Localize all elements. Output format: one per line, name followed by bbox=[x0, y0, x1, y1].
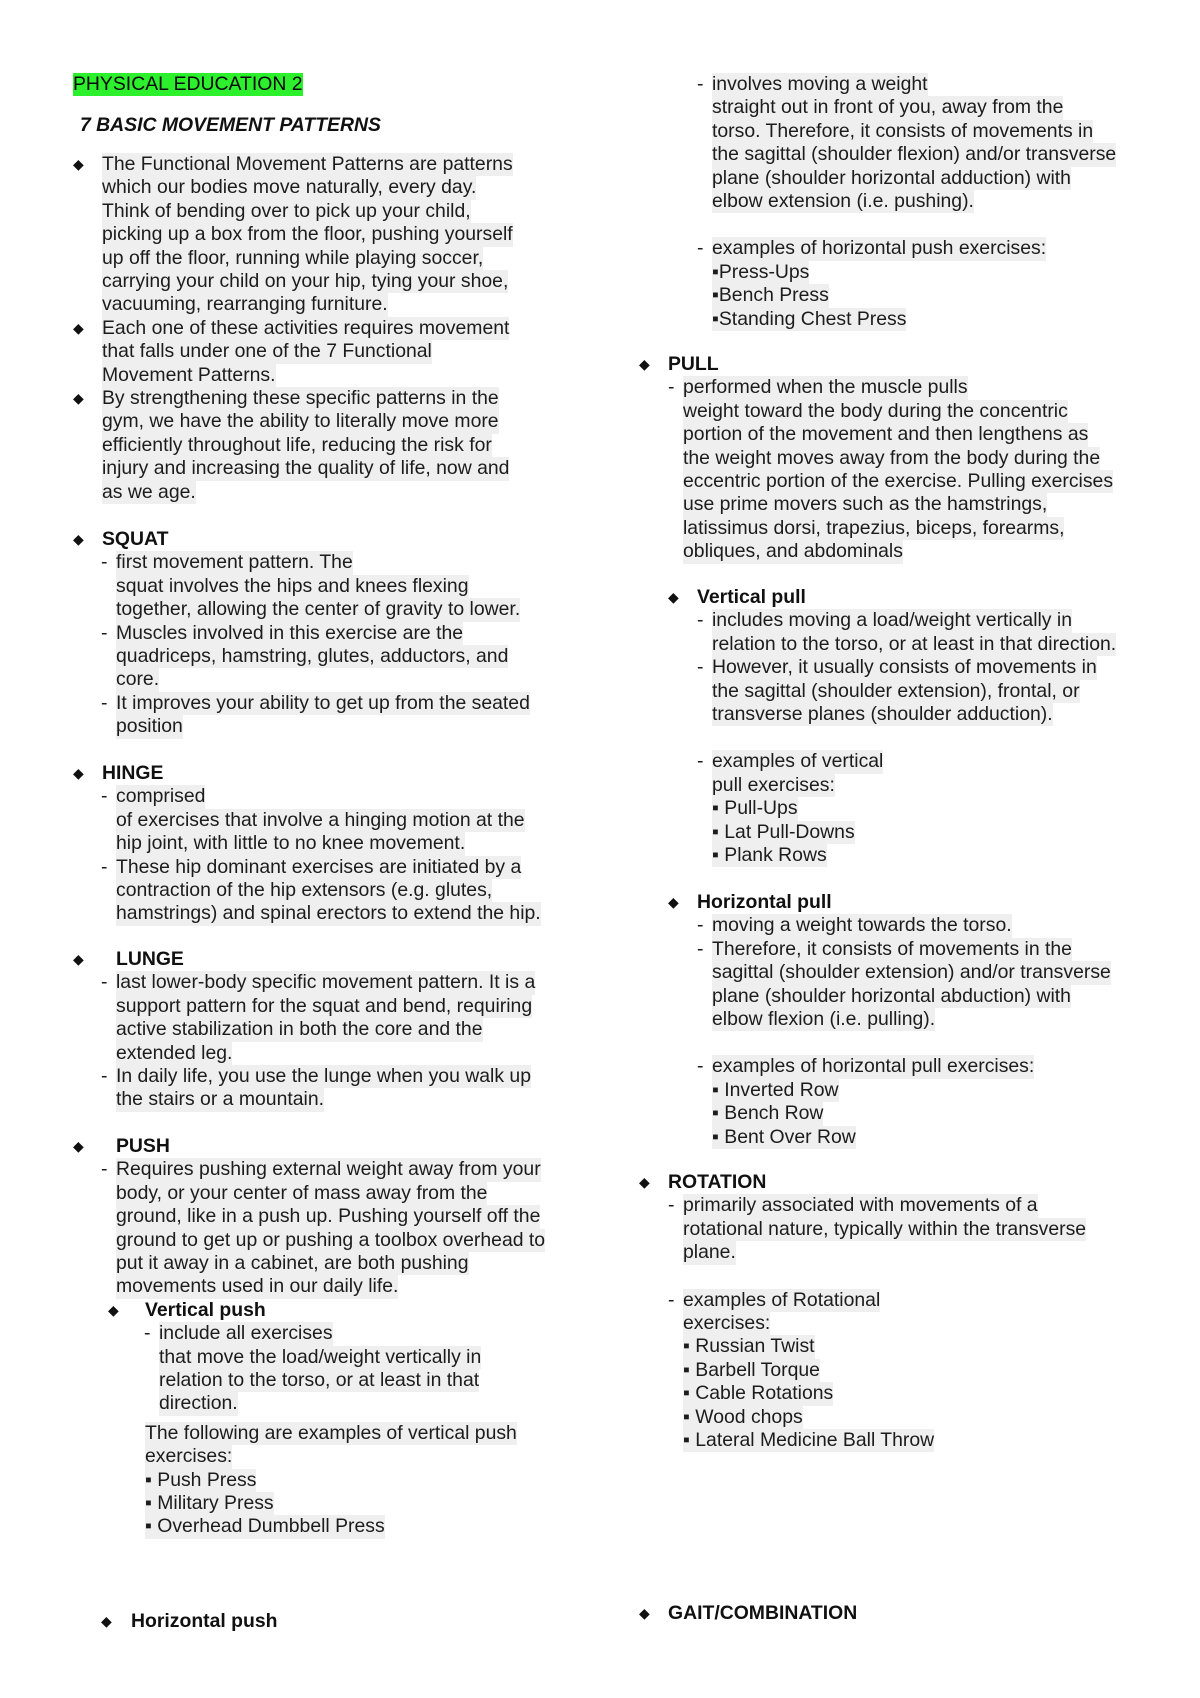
list-line: examples of Rotational bbox=[683, 1288, 881, 1311]
dash-marker: - bbox=[101, 551, 108, 574]
dash-marker: - bbox=[697, 750, 704, 773]
list-line: hip joint, with little to no knee movement. bbox=[116, 832, 466, 855]
intro-line: up off the floor, running while playing soccer, bbox=[102, 246, 484, 269]
list-line: moving a weight towards the torso. bbox=[712, 914, 1012, 937]
dash-marker: - bbox=[697, 937, 704, 960]
list-line: ▪ Barbell Torque bbox=[683, 1358, 820, 1381]
list-line: ▪ Lateral Medicine Ball Throw bbox=[683, 1429, 935, 1451]
list-line: ▪ Plank Rows bbox=[712, 844, 827, 866]
intro-line: The Functional Movement Patterns are patterns bbox=[102, 153, 513, 175]
list-line: active stabilization in both the core and the bbox=[116, 1018, 483, 1041]
section-heading: ROTATION bbox=[668, 1171, 767, 1193]
list-line: It improves your ability to get up from the seated bbox=[116, 691, 530, 714]
section-heading: PUSH bbox=[116, 1135, 170, 1157]
list-line: of exercises that involve a hinging motion at the bbox=[116, 808, 525, 831]
bullet-diamond-icon: ◆ bbox=[108, 1301, 119, 1318]
list-line: first movement pattern. The bbox=[116, 551, 353, 574]
intro-line: Think of bending over to pick up your child, bbox=[102, 199, 471, 222]
list-line: ground, like in a push up. Pushing yourself off the bbox=[116, 1205, 541, 1228]
intro-line: By strengthening these specific patterns in the bbox=[102, 387, 499, 409]
list-line: direction. bbox=[159, 1392, 238, 1415]
list-line: exercises: bbox=[683, 1312, 771, 1334]
list-line: core. bbox=[116, 668, 160, 691]
list-line: body, or your center of mass away from the bbox=[116, 1181, 488, 1204]
list-line: latissimus dorsi, trapezius, biceps, forearms, bbox=[683, 516, 1065, 539]
list-line: ▪Standing Chest Press bbox=[712, 307, 907, 330]
section-heading: Vertical push bbox=[145, 1298, 266, 1321]
bullet-diamond-icon: ◆ bbox=[73, 319, 84, 336]
list-line: elbow extension (i.e. pushing). bbox=[712, 190, 974, 212]
dash-marker: - bbox=[101, 621, 108, 644]
intro-line: as we age. bbox=[102, 480, 196, 503]
list-line: together, allowing the center of gravity to lower. bbox=[116, 598, 521, 621]
list-line: ▪ Inverted Row bbox=[712, 1078, 839, 1101]
dash-marker: - bbox=[697, 914, 704, 937]
list-line: In daily life, you use the lunge when you walk up bbox=[116, 1065, 532, 1087]
list-line: last lower-body specific movement pattern. It is a bbox=[116, 971, 536, 994]
list-line: ▪ Lat Pull-Downs bbox=[712, 820, 855, 843]
example-line: ▪ Military Press bbox=[145, 1492, 274, 1514]
list-line: transverse planes (shoulder adduction). bbox=[712, 703, 1053, 725]
intro-line: carrying your child on your hip, tying your shoe, bbox=[102, 270, 509, 292]
section-heading: SQUAT bbox=[102, 528, 169, 550]
dash-marker: - bbox=[101, 1065, 108, 1087]
list-line: However, it usually consists of movements in bbox=[712, 656, 1097, 679]
bullet-diamond-icon: ◆ bbox=[73, 1138, 84, 1154]
list-line: that move the load/weight vertically in bbox=[159, 1345, 482, 1368]
section-heading: Vertical pull bbox=[697, 586, 806, 608]
list-line: portion of the movement and then lengthens as bbox=[683, 423, 1089, 446]
dash-marker: - bbox=[697, 1055, 704, 1078]
list-line: ▪ Cable Rotations bbox=[683, 1382, 834, 1405]
list-line: eccentric portion of the exercise. Pulling exercises bbox=[683, 470, 1114, 492]
list-line: performed when the muscle pulls bbox=[683, 376, 968, 399]
list-line: include all exercises bbox=[159, 1322, 333, 1345]
section-heading: GAIT/COMBINATION bbox=[668, 1602, 858, 1624]
list-line: ▪Bench Press bbox=[712, 284, 829, 307]
section-subtitle: 7 BASIC MOVEMENT PATTERNS bbox=[80, 114, 381, 136]
dash-marker: - bbox=[101, 855, 108, 878]
dash-marker: - bbox=[697, 237, 704, 260]
example-line: The following are examples of vertical push bbox=[145, 1421, 517, 1444]
list-line: ▪ Russian Twist bbox=[683, 1335, 815, 1358]
section-heading: Horizontal pull bbox=[697, 891, 832, 913]
intro-line: injury and increasing the quality of life, now and bbox=[102, 457, 510, 480]
list-line: primarily associated with movements of a bbox=[683, 1194, 1038, 1217]
list-line: squat involves the hips and knees flexing bbox=[116, 574, 469, 597]
list-line: obliques, and abdominals bbox=[683, 540, 903, 563]
list-line: ▪ Bent Over Row bbox=[712, 1125, 856, 1148]
list-line: involves moving a weight bbox=[712, 73, 928, 95]
page-title: PHYSICAL EDUCATION 2 bbox=[73, 73, 303, 95]
list-line: Muscles involved in this exercise are the bbox=[116, 621, 464, 644]
list-line: relation to the torso, or at least in that direction. bbox=[712, 632, 1117, 655]
list-line: plane (shoulder horizontal abduction) with bbox=[712, 984, 1071, 1007]
list-line: straight out in front of you, away from the bbox=[712, 96, 1064, 119]
list-line: rotational nature, typically within the transverse bbox=[683, 1217, 1087, 1240]
dash-marker: - bbox=[101, 1158, 108, 1181]
intro-line: gym, we have the ability to literally move more bbox=[102, 410, 499, 433]
bullet-diamond-icon: ◆ bbox=[73, 156, 84, 172]
bullet-diamond-icon: ◆ bbox=[73, 765, 84, 781]
list-line: hamstrings) and spinal erectors to extend the hip. bbox=[116, 902, 541, 925]
list-line: Therefore, it consists of movements in the bbox=[712, 937, 1072, 960]
dash-marker: - bbox=[697, 609, 704, 632]
list-line: These hip dominant exercises are initiated by a bbox=[116, 855, 522, 878]
intro-line: which our bodies move naturally, every day. bbox=[102, 176, 477, 199]
bullet-diamond-icon: ◆ bbox=[73, 951, 84, 967]
list-line: ▪ Pull-Ups bbox=[712, 797, 798, 820]
list-line: examples of horizontal push exercises: bbox=[712, 237, 1047, 260]
list-line: plane (shoulder horizontal adduction) with bbox=[712, 166, 1071, 189]
list-line: the sagittal (shoulder extension), frontal, or bbox=[712, 679, 1080, 702]
list-line: contraction of the hip extensors (e.g. glutes, bbox=[116, 879, 493, 901]
dash-marker: - bbox=[101, 691, 108, 714]
bullet-diamond-icon: ◆ bbox=[668, 894, 679, 910]
section-heading: LUNGE bbox=[116, 948, 184, 970]
list-line: quadriceps, hamstring, glutes, adductors, and bbox=[116, 645, 509, 667]
list-line: Requires pushing external weight away from your bbox=[116, 1158, 541, 1181]
list-line: movements used in our daily life. bbox=[116, 1275, 399, 1298]
list-line: torso. Therefore, it consists of movements in bbox=[712, 119, 1094, 142]
list-line: pull exercises: bbox=[712, 773, 835, 796]
example-line: ▪ Push Press bbox=[145, 1468, 257, 1491]
list-line: relation to the torso, or at least in that bbox=[159, 1369, 480, 1391]
dash-marker: - bbox=[697, 656, 704, 679]
list-line: elbow flexion (i.e. pulling). bbox=[712, 1008, 936, 1030]
list-line: ▪Press-Ups bbox=[712, 260, 810, 283]
list-line: examples of horizontal pull exercises: bbox=[712, 1055, 1035, 1078]
bullet-diamond-icon: ◆ bbox=[73, 531, 84, 547]
dash-marker: - bbox=[144, 1322, 151, 1345]
dash-marker: - bbox=[101, 785, 108, 808]
dash-marker: - bbox=[668, 376, 675, 399]
list-line: the weight moves away from the body during the bbox=[683, 446, 1101, 469]
list-line: ▪ Bench Row bbox=[712, 1102, 824, 1125]
intro-line: Movement Patterns. bbox=[102, 363, 276, 386]
list-line: includes moving a load/weight vertically in bbox=[712, 609, 1072, 632]
bullet-diamond-icon: ◆ bbox=[668, 589, 679, 605]
list-line: plane. bbox=[683, 1241, 736, 1264]
example-line: exercises: bbox=[145, 1445, 233, 1468]
list-line: support pattern for the squat and bend, requiring bbox=[116, 994, 533, 1017]
list-line: ground to get up or pushing a toolbox overhead to bbox=[116, 1228, 546, 1251]
bullet-diamond-icon: ◆ bbox=[639, 1605, 650, 1621]
list-line: the sagittal (shoulder flexion) and/or transverse bbox=[712, 143, 1117, 166]
list-line: position bbox=[116, 715, 183, 738]
intro-line: that falls under one of the 7 Functional bbox=[102, 340, 432, 363]
example-line: ▪ Overhead Dumbbell Press bbox=[145, 1515, 385, 1538]
section-heading: HINGE bbox=[102, 762, 164, 784]
bullet-diamond-icon: ◆ bbox=[101, 1613, 112, 1629]
section-heading: PULL bbox=[668, 353, 719, 375]
list-line: ▪ Wood chops bbox=[683, 1405, 803, 1428]
dash-marker: - bbox=[697, 73, 704, 95]
section-heading: Horizontal push bbox=[131, 1610, 278, 1632]
list-line: sagittal (shoulder extension) and/or transverse bbox=[712, 961, 1111, 984]
bullet-diamond-icon: ◆ bbox=[639, 356, 650, 372]
list-line: use prime movers such as the hamstrings, bbox=[683, 493, 1048, 516]
intro-line: efficiently throughout life, reducing the risk for bbox=[102, 433, 492, 456]
list-line: weight toward the body during the concentric bbox=[683, 399, 1068, 422]
list-line: the stairs or a mountain. bbox=[116, 1088, 325, 1111]
intro-line: Each one of these activities requires movement bbox=[102, 316, 510, 339]
intro-line: picking up a box from the floor, pushing yourself bbox=[102, 223, 513, 246]
bullet-diamond-icon: ◆ bbox=[73, 390, 84, 406]
bullet-diamond-icon: ◆ bbox=[639, 1174, 650, 1190]
list-line: put it away in a cabinet, are both pushing bbox=[116, 1252, 469, 1274]
list-line: comprised bbox=[116, 785, 206, 808]
list-line: examples of vertical bbox=[712, 750, 884, 773]
list-line: extended leg. bbox=[116, 1041, 233, 1064]
dash-marker: - bbox=[101, 971, 108, 994]
dash-marker: - bbox=[668, 1194, 675, 1217]
intro-line: vacuuming, rearranging furniture. bbox=[102, 293, 388, 316]
dash-marker: - bbox=[668, 1288, 675, 1311]
